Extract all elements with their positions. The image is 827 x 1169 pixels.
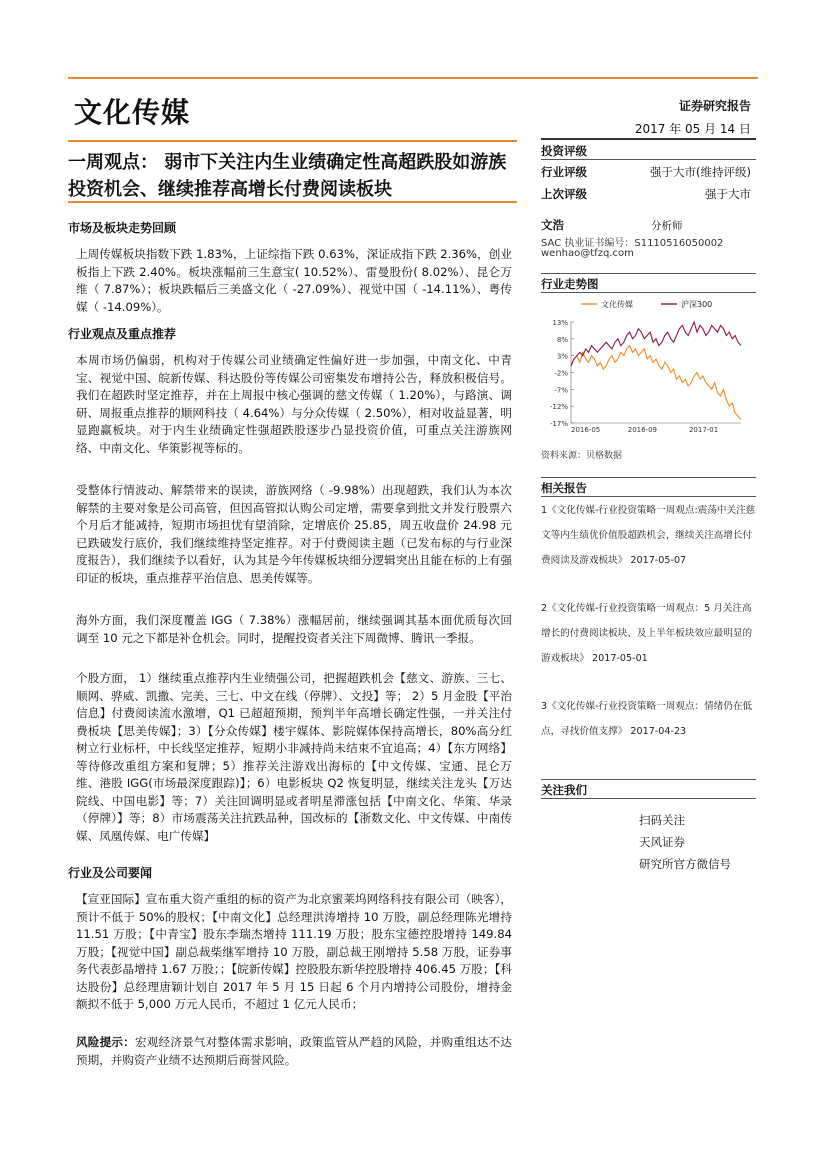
follow-item-wechat: 研究所官方微信号 xyxy=(639,857,731,871)
follow-item-tianfeng: 天风证券 xyxy=(639,835,685,849)
analyst-role: 分析师 xyxy=(651,220,683,232)
top-rule xyxy=(68,77,758,79)
y-tick-label: -2% xyxy=(554,369,568,378)
analyst-name: 文浩 xyxy=(541,218,564,232)
chart-legend xyxy=(581,299,712,309)
sidebar-rule xyxy=(541,159,756,160)
trend-title: 行业走势图 xyxy=(541,277,599,291)
y-tick-label: 8% xyxy=(556,335,568,344)
chart-series xyxy=(571,322,741,420)
industry-trend-chart xyxy=(541,295,756,440)
series-line-0 xyxy=(571,346,741,420)
x-tick-label: 2017-01 xyxy=(688,426,719,434)
sidebar-top-rule xyxy=(541,138,756,140)
risk-label: 风险提示： xyxy=(76,1035,135,1049)
analyst-cert: SAC 执业证书编号：S1110516050002 xyxy=(541,238,724,249)
related-title: 相关报告 xyxy=(541,481,587,495)
trend-top-rule xyxy=(541,273,756,274)
risk-text: 宏观经济景气对整体需求影响，政策监管从严趋的风险，并购重组达不达预期，并购资产业绩不达预期后商誉风险。 xyxy=(76,1035,512,1067)
section-views-title: 行业观点及重点推荐 xyxy=(68,327,177,341)
industry-rating-label: 行业评级 xyxy=(541,165,587,179)
y-tick-label: 3% xyxy=(556,352,568,361)
legend-label: 沪深300 xyxy=(681,300,713,309)
y-tick-label: -12% xyxy=(549,403,568,412)
y-tick-label: 13% xyxy=(552,319,568,327)
prev-rating-value: 强于大市 xyxy=(705,187,751,201)
views-paragraph-2: 受整体行情波动、解禁带来的误读，游族网络（ -9.98%）出现超跌，我们认为本次解禁的主要对象是公司高管，但因高管拟认购公司定增，需要拿到批文并发行股票六个月后才能减持，短期市场担忧有望消除，定增底价 25.85，周五收盘价 24.98 元已跌破发行底价，我们继续维持坚定推荐。对于付费阅读主题（已发布标的与行业深度报告），我们继续予以看好，认为其是今年传媒板块细分逻辑突出且能在标的上有强印证的板块，重点推荐平治信息、思美传媒等。 xyxy=(76,483,512,585)
related-top-rule xyxy=(541,477,756,478)
related-report-3[interactable]: 3《文化传媒-行业投资策略一周观点：情绪仍在低点，寻找价值支撑》 2017-04-23 xyxy=(541,701,753,737)
legend-label: 文化传媒 xyxy=(601,300,633,309)
y-tick-label: -17% xyxy=(549,420,568,428)
y-tick-label: -7% xyxy=(554,386,568,395)
market-paragraph: 上周传媒板块指数下跌 1.83%，上证综指下跌 0.63%，深证成指下跌 2.36%，创业板指上下跌 2.40%。板块涨幅前三生意宝( 10.52%）、雷曼股份( 8.02%）、昆仑万维（ 7.87%）；板块跌幅后三美盛文化（ -27.09%）、视觉中国（ -14.11%）、粤传媒（ -14.09%）。 xyxy=(76,247,512,314)
risk-paragraph xyxy=(76,1034,512,1069)
analyst-email[interactable]: wenhao@tfzq.com xyxy=(541,248,634,259)
related-report-2[interactable]: 2《文化传媒-行业投资策略一周观点：5 月关注高增长的付费阅读板块、及上半年板块效应最明显的游戏板块》 2017-05-01 xyxy=(541,603,753,664)
related-report-1[interactable]: 1《文化传媒-行业投资策略一周观点:震荡中关注慈文等内生绩优价值股超跌机会，继续关注高增长付费阅读及游戏板块》 2017-05-07 xyxy=(541,505,756,566)
section-market-title: 市场及板块走势回顾 xyxy=(68,221,177,235)
industry-rating-value: 强于大市(维持评级) xyxy=(650,165,751,179)
follow-item-scan: 扫码关注 xyxy=(639,813,685,827)
views-paragraph-1: 本周市场仍偏弱，机构对于传媒公司业绩确定性偏好进一步加强，中南文化、中青宝、视觉中国、皖新传媒、科达股份等传媒公司密集发布增持公告，释放积极信号。我们在超跌时坚定推荐，并在上周报中核心强调的慈文传媒（ 1.20%），与路演、调研、周报重点推荐的顺网科技（ 4.64%）与分众传媒（ 2.50%），相对收益显著，明显跑赢板块。对于内生业绩确定性强超跌股逐步凸显投资价值，可重点关注游族网络、中南文化、华策影视等标的。 xyxy=(76,353,512,455)
headline-bottom-rule xyxy=(68,201,517,203)
follow-title: 关注我们 xyxy=(541,783,587,797)
chart-source: 资料来源：贝格数据 xyxy=(541,451,623,461)
views-paragraph-3: 海外方面，我们深度覆盖 IGG（ 7.38%）涨幅居前，继续强调其基本面优质每次回调至 10 元之下都是补仓机会。同时，提醒投资者关注下周微博、腾讯一季报。 xyxy=(76,613,512,645)
related-bottom-rule xyxy=(541,496,756,497)
x-tick-label: 2016-09 xyxy=(627,426,658,434)
report-date: 2017 年 05 月 14 日 xyxy=(634,122,751,136)
x-axis xyxy=(571,423,741,434)
section-news-title: 行业及公司要闻 xyxy=(68,866,153,880)
news-paragraph: 【宣亚国际】宣布重大资产重组的标的资产为北京蜜莱坞网络科技有限公司（映客），预计不低于 50%的股权；【中南文化】总经理洪涛增持 10 万股，副总经理陈光增持 11.51 万股；【中青宝】股东李瑞杰增持 111.19 万股；股东宝德控股增持 149.84 万股；【视觉中国】副总裁柴继军增持 10 万股，副总裁王刚增持 5.58 万股，证券事务代表彭晶增持 1.67 万股；；【皖新传媒】控股股东新华控股增持 406.45 万股；【科达股份】总经理唐颖计划自 2017 年 5 月 15 日起 6 个月内增持公司股份，增持金额拟不低于 5,000 万元人民币，不超过 1 亿元人民币； xyxy=(76,892,512,1011)
sector-title: 文化传媒 xyxy=(74,96,191,129)
follow-bottom-rule xyxy=(541,798,756,799)
views-paragraph-4: 个股方面， 1）继续重点推荐内生业绩强公司，把握超跌机会【慈文、游族、三七、顺网、骅威、凯撒、完美、三七、中文在线（停牌）、文投】等； 2）5 月金股【平治信息】付费阅读流水激增，Q1 已超超预期，预判半年高增长确定性强，一并关注付费板块【思美传媒】；3）【分众传媒】楼宇媒体、影院媒体保持高增长，80%高分红树立行业标杆，中长线坚定推荐，短期小非减持尚未结束不宜追高；4）【东方网络】等待修改重组方案和复牌；5）推荐关注游戏出海标的【中文传媒、宝通、昆仑万维、港股 IGG(市场最深度跟踪)】；6）电影板块 Q2 恢复明显，继续关注龙头【万达院线、中国电影】等；7）关注回调明显或者明星滞涨包括【中南文化、华策、华录（停牌）】等；8）市场震荡关注抗跌品种，国改标的【浙数文化、中文传媒、中南传媒、凤凰传媒、电广传媒】 xyxy=(76,671,512,843)
y-axis xyxy=(550,319,574,428)
headline: 一周观点： 弱市下关注内生业绩确定性高超跌股如游族投资机会、继续推荐高增长付费阅读板块 xyxy=(68,152,507,200)
report-type: 证券研究报告 xyxy=(678,99,751,113)
x-tick-label: 2016-05 xyxy=(571,426,601,434)
follow-top-rule xyxy=(541,779,756,780)
headline-top-rule xyxy=(68,140,517,142)
trend-bottom-rule xyxy=(541,292,756,293)
rating-title: 投资评级 xyxy=(541,144,587,158)
prev-rating-label: 上次评级 xyxy=(541,187,587,201)
